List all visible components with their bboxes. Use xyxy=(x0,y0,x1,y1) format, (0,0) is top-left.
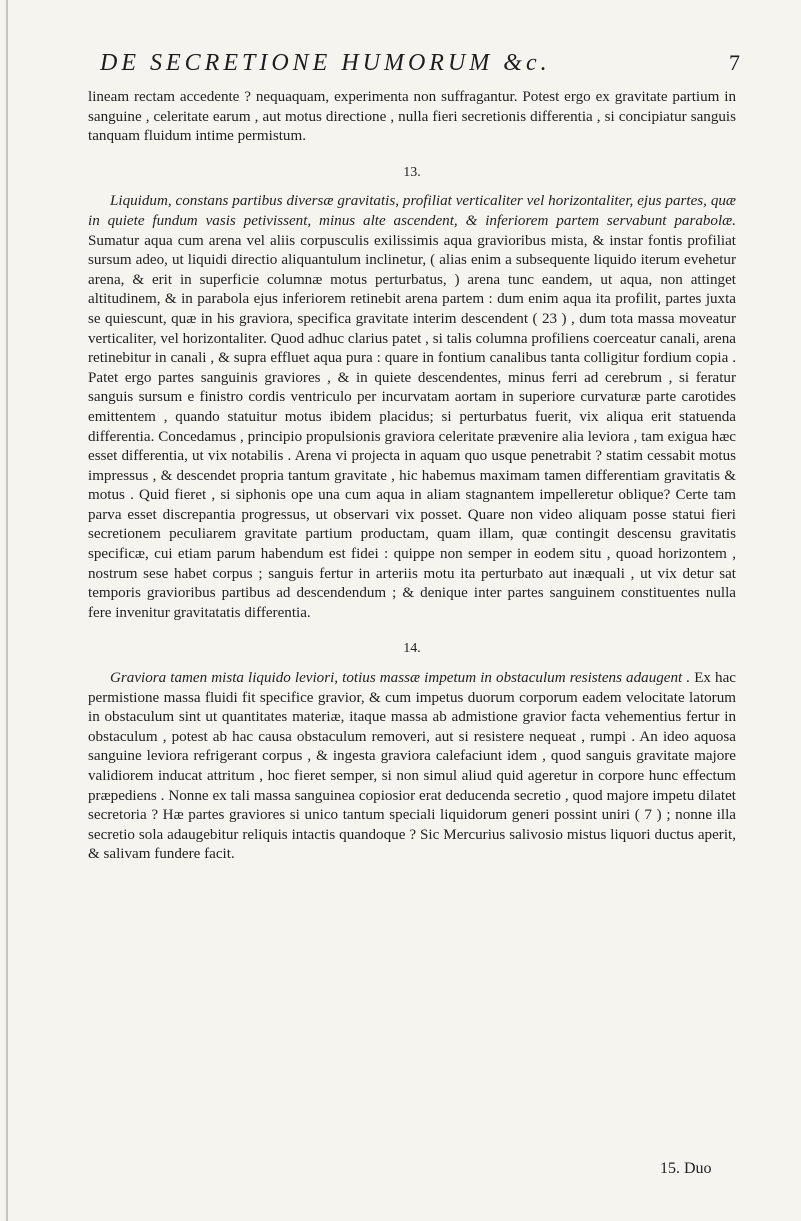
intro-paragraph: lineam rectam accedente ? nequaquam, experimenta non suffragantur. Potest ergo ex gravitate partium in sanguine , celeritate earum , aut motus directione , nulla fieri secretionis differentia , si concipiatur sanguis tanquam fluidum intime permistum. xyxy=(88,89,736,145)
section-number-13: 13. xyxy=(403,164,421,180)
section-13-text: Sumatur aqua cum arena vel aliis corpusculis exilissimis aqua gravioribus mista, & instar fontis profiliat sursum adeo, ut liquidi directio aliquantulum inclinetur, ( alias enim a subsequente liquido iterum evehetur arena, & erit in superficie columnæ motus perturbatus, ) arena tunc eandem, ut aqua, non attinget altitudinem, & in parabola ejus inferiorem retinebit arena partem : dum enim aqua ita profilit, partes juxta se quiescunt, quæ in his graviora, specifica gravitate interim descendent ( 23 ) , dum tota massa moveatur verticaliter, vel horizontaliter. Quod adhuc clarius patet , si talis columna profiliens coerceatur canali, arena retinebitur in canali , & supra effluet aqua pura : quare in fontium canalibus tanta colligitur fordium copia . Patet ergo partes sanguinis graviores , & in quiete descendentes, minus ferri ad cerebrum , si feratur sanguis sursum e finistro cordis ventriculo per incurvatam aortam in superiore curvaturæ parte carotides emittentem , quando statuitur motus ibidem placidus; si perturbatus fuerit, vix aliqua erit statuenda differentia. Concedamus , principio propulsionis graviora celeritate prævenire alia leviora , tam exigua hæc esset differentia, ut vix notabilis . Arena vi projecta in aquam quo usque penetrabit ? statim cessabit motus impressus , & descendet propria tantum gravitate , hic habemus maximam tamen differentiam gravitatis & motus . Quid fieret , si siphonis ope una cum aqua in aliam stagnantem impelleretur oblique? Certe tam parva esset discrepantia progressus, ut observari vix posset. Quare non video aliquam posse statui fieri secretionem peculiarem gravitate partium productam, quam illam, quæ contingit descensu gravitatis specificæ, cui etiam parum habendum est fidei : quippe non semper in eodem situ , quoad horizontem , nostrum sese habet corpus ; sanguis fertur in arteriis motu ita perturbato aut inæquali , ut vix detur sat temporis gravioribus partibus ad descendendum ; & denique inter partes sanguinem constituentes nulla fere invenitur gravitatatis differentia. xyxy=(88,232,736,621)
section-14-text: Ex hac permistione massa fluidi fit specifice gravior, & cum impetus duorum corporum eadem velocitate latorum in obstaculum sint ut quantitates materiæ, itaque massa ab admistione gravior facta vehementius fertur in obstaculum , potest ab hac causa obstaculum removeri, aut si resistere nequeat , rumpi . An ideo aquosa sanguine leviora refrigerant corpus , & ingesta graviora calefaciunt idem , quod sanguis gravitate majore validiorem inducat attritum , hoc fieret semper, si non simul aliud quid ageretur in corpore hunc effectum præpediens . Nonne ex tali massa sanguinea copiosior erat deducenda secretio , quod majore impetu dilatet secretoria ? Hæ partes graviores si unico tantum speciali liquidorum generi possint uniri ( 7 ) ; nonne illa secretio sola adaugebitur reliquis intactis quandoque ? Sic Mercurius salivosio mistus liquori ductus aperit, & salivam fundere facit. xyxy=(88,670,736,863)
section-number-14: 14. xyxy=(403,641,421,657)
running-title: DE SECRETIONE HUMORUM &c. xyxy=(100,50,551,76)
page-number: 7 xyxy=(729,50,740,75)
section-14-proposition: Graviora tamen mista liquido leviori, totius massæ impetum in obstaculum resistens adaugent . xyxy=(110,670,691,687)
catchword: 15. Duo xyxy=(660,1160,712,1177)
section-13-proposition: Liquidum, constans partibus diversæ gravitatis, profiliat verticaliter vel horizontaliter, ejus partes, quæ in quiete fundum vasis petivissent, minus alte ascendent, & inferiorem partem servabunt parabolæ. xyxy=(88,193,736,229)
section-14-paragraph xyxy=(88,669,736,865)
section-13-paragraph xyxy=(88,192,736,623)
running-head xyxy=(100,50,740,77)
text-block xyxy=(88,88,736,865)
binding-gutter xyxy=(6,0,8,1221)
